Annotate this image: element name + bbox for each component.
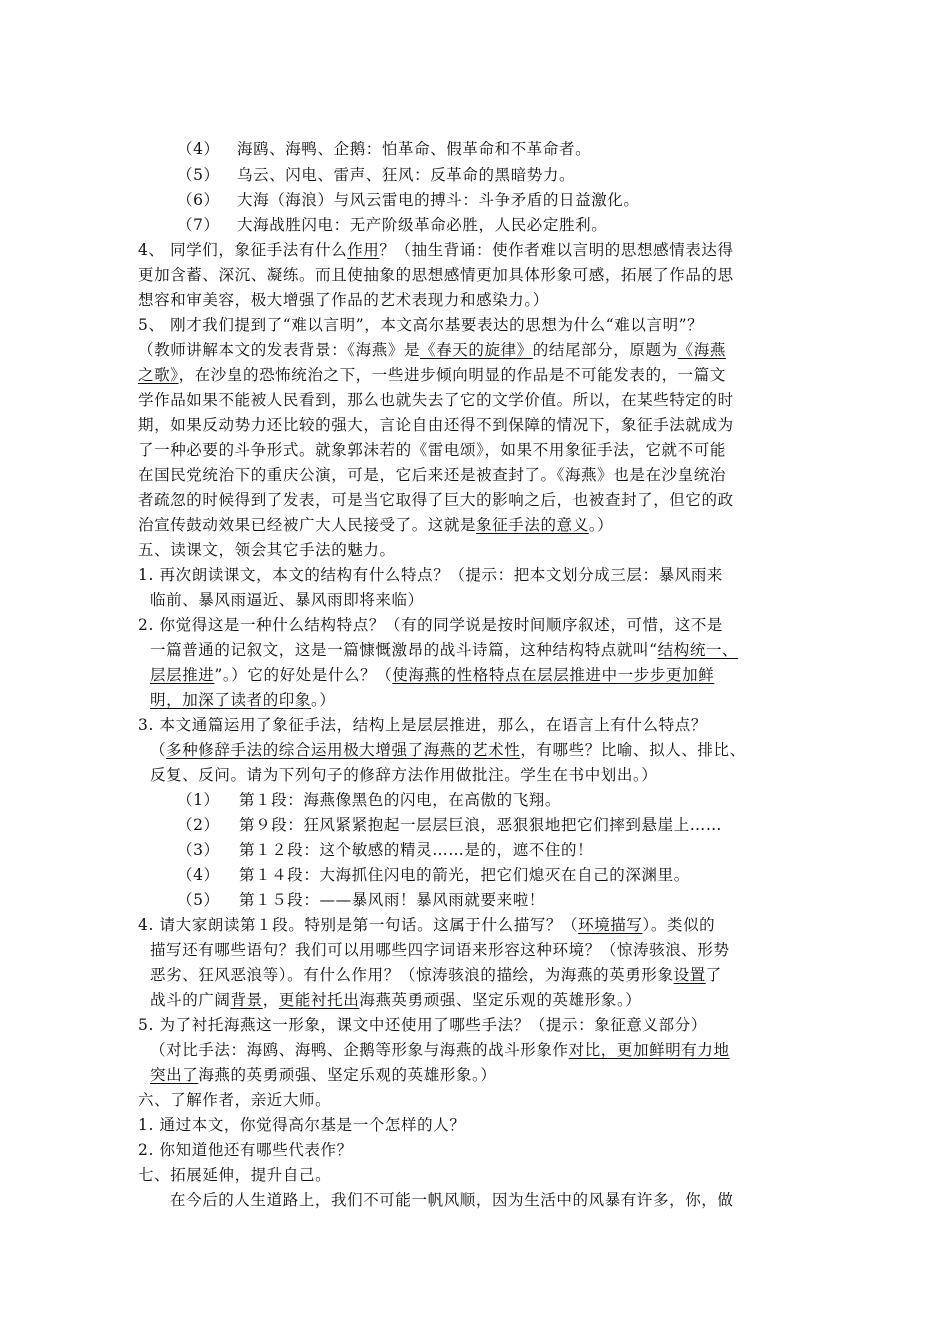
item-label: （2） — [177, 816, 220, 834]
text: ，有哪些？比喻、拟人、排比、 — [520, 741, 746, 759]
text: （对比手法：海鸥、海鸭、企鹅等形象与海燕的战斗形象作 — [150, 1041, 569, 1059]
item-text: 第１段：海燕像黑色的闪电，在高傲的飞翔。 — [239, 791, 562, 809]
text: ）。类似的 — [642, 916, 716, 934]
q5-line-2 — [138, 337, 798, 363]
text: 海燕的英勇顽强、坚定乐观的英雄形象。） — [198, 1066, 497, 1084]
q5-line-1: 5、 刚才我们提到了“难以言明”，本文高尔基要表达的思想为什么“难以言明”？ — [138, 316, 704, 334]
s5-p1-line-2: 临前、暴风雨逼近、暴风雨即将来临） — [150, 591, 424, 609]
item-text: 第９段：狂风紧紧抱起一层层巨浪，恶狠狠地把它们摔到悬崖上…… — [239, 816, 723, 834]
s6-q2: 2. 你知道他还有哪些代表作？ — [138, 1141, 353, 1159]
s5-p2-line-2 — [150, 637, 810, 663]
text: 。） — [311, 691, 336, 709]
underlined-text: 结构统一、 — [657, 641, 739, 659]
text: ？（抽生背诵：使作者难以言明的思想感情表达得 — [379, 241, 734, 259]
underlined-text: 之歌》 — [138, 366, 179, 384]
underlined-text: 作用 — [347, 241, 380, 259]
text: 的结尾部分，原题为 — [532, 341, 678, 359]
q5-line-5: 期，如果反动势力还比较的强大，言论自由还得不到保障的情况下，象征手法就成为 — [138, 416, 734, 434]
text: 。） — [588, 516, 614, 534]
underlined-text: 使海燕的性格特点在层层推进中一步步更加鲜 — [392, 666, 715, 684]
symbol-item-6 — [177, 187, 837, 213]
s5-p2-line-3 — [150, 662, 810, 688]
item-text: 第１５段：——暴风雨！暴风雨就要来啦！ — [239, 891, 545, 909]
text: ，在沙皇的恐怖统治之下，一些进步倾向明显的作品是不可能发表的，一篇文 — [178, 366, 726, 384]
q4-line-2: 更加含蓄、深沉、凝练。而且使抽象的思想感情更加具体形象可感，拓展了作品的思 — [138, 266, 734, 284]
item-label: （4） — [177, 140, 220, 158]
rhetoric-item-5 — [177, 887, 837, 913]
underlined-text: 多种修辞手法的综合运用极大增强了海燕的艺术性 — [166, 741, 521, 759]
underlined-text: 设置 — [673, 966, 706, 984]
symbol-item-7 — [177, 212, 837, 238]
text: 治宣传鼓动效果已经被广大人民接受了。这就是 — [138, 516, 477, 534]
underlined-text: 明，加深了读者的印象 — [150, 691, 312, 709]
underlined-text: 环境描写 — [578, 916, 643, 934]
item-label: （6） — [177, 191, 220, 209]
item-text: 大海（海浪）与风云雷电的搏斗：斗争矛盾的日益激化。 — [237, 191, 640, 209]
underlined-text: 象征手法的意义 — [476, 516, 589, 534]
s5-p1-line-1: 1. 再次朗读课文，本文的结构有什么特点？（提示：把本文划分成三层：暴风雨来 — [138, 566, 724, 584]
rhetoric-item-1 — [177, 787, 837, 813]
q5-line-7: 在国民党统治下的重庆公演，可是，它后来还是被查封了。《海燕》也是在沙皇统治 — [138, 466, 726, 484]
s5-p3-line-1: 3. 本文通篇运用了象征手法，结构上是层层推进，那么，在语言上有什么特点？ — [138, 716, 707, 734]
item-text: 海鸥、海鸭、企鹅：怕革命、假革命和不革命者。 — [237, 140, 592, 158]
item-label: （3） — [177, 841, 220, 859]
item-label: （1） — [177, 791, 220, 809]
s5-p3-line-2 — [150, 737, 810, 763]
s5-p4-line-4 — [150, 987, 810, 1013]
item-label: （5） — [177, 166, 220, 184]
s5-p3-line-3: 反复、反问。请为下列句子的修辞方法作用做批注。学生在书中划出。） — [150, 766, 658, 784]
text: 4. 请大家朗读第１段。特别是第一句话。这属于什么描写？（ — [138, 916, 579, 934]
text: 4、 同学们，象征手法有什么 — [138, 241, 348, 259]
s5-p2-line-4 — [150, 687, 810, 713]
q5-line-6: 了一种必要的斗争形式。就象郭沫若的《雷电颂》，如果不用象征手法，它就不可能 — [138, 441, 726, 459]
q5-line-4: 学作品如果不能被人民看到，那么也就失去了它的文学价值。所以，在某些特定的时 — [138, 391, 734, 409]
underlined-text: 背景 — [230, 991, 263, 1009]
rhetoric-item-2 — [177, 812, 837, 838]
text: 恶劣、狂风恶浪等）。有什么作用？（惊涛骇浪的描绘，为海燕的英勇形象 — [150, 966, 674, 984]
q5-line-8: 者疏忽的时候得到了发表，可是当它取得了巨大的影响之后，也被查封了，但它的政 — [138, 491, 734, 509]
q5-line-3 — [138, 362, 798, 388]
rhetoric-item-4 — [177, 862, 837, 888]
item-label: （7） — [177, 216, 220, 234]
item-text: 大海战胜闪电：无产阶级革命必胜，人民必定胜利。 — [237, 216, 608, 234]
s5-p5-line-1: 5. 为了衬托海燕这一形象，课文中还使用了哪些手法？（提示：象征意义部分） — [138, 1016, 707, 1034]
item-text: 第１４段：大海抓住闪电的箭光，把它们熄灭在自己的深渊里。 — [239, 866, 690, 884]
text: （教师讲解本文的发表背景：《海燕》是 — [138, 341, 421, 359]
s5-p5-line-2 — [150, 1037, 810, 1063]
item-label: （5） — [177, 891, 220, 909]
s5-p5-line-3 — [150, 1062, 810, 1088]
symbol-item-4 — [177, 136, 837, 162]
underlined-text: 层层推进 — [150, 666, 215, 684]
symbol-item-5 — [177, 162, 837, 188]
underlined-text: 《海燕 — [677, 341, 726, 359]
text: 一篇普通的记叙文，这是一篇慷慨激昂的战斗诗篇，这种结构特点就叫“ — [150, 641, 658, 659]
text: ， — [262, 991, 279, 1009]
text: 战斗的广阔 — [150, 991, 231, 1009]
rhetoric-item-3 — [177, 837, 837, 863]
text: 海燕英勇顽强、坚定乐观的英雄形象。） — [359, 991, 642, 1009]
s5-p2-line-1: 2. 你觉得这是一种什么结构特点？（有的同学说是按时间顺序叙述，可惜，这不是 — [138, 616, 724, 634]
section-5-heading: 五、读课文，领会其它手法的魅力。 — [138, 541, 396, 559]
text: （ — [150, 741, 167, 759]
q5-line-9 — [138, 512, 798, 538]
s5-p4-line-3 — [150, 962, 810, 988]
underlined-text: 更能衬托出 — [278, 991, 360, 1009]
text: 了 — [705, 966, 722, 984]
q4-line-1 — [138, 237, 798, 263]
section-6-heading: 六、了解作者，亲近大师。 — [138, 1091, 332, 1109]
underlined-text: 突出了 — [150, 1066, 199, 1084]
q4-line-3: 想容和审美容，极大增强了作品的艺术表现力和感染力。） — [138, 291, 549, 309]
s5-p4-line-2: 描写还有哪些语句？我们可以用哪些四字词语来形容这种环境？（惊涛骇浪、形势 — [150, 941, 730, 959]
section-7-heading: 七、拓展延伸，提升自己。 — [138, 1166, 332, 1184]
item-text: 乌云、闪电、雷声、狂风：反革命的黑暗势力。 — [237, 166, 576, 184]
underlined-text: 对比，更加鲜明有力地 — [568, 1041, 730, 1059]
s6-q1: 1. 通过本文，你觉得高尔基是一个怎样的人？ — [138, 1116, 466, 1134]
underlined-text: 《春天的旋律》 — [420, 341, 533, 359]
s5-p4-line-1 — [138, 912, 798, 938]
s7-paragraph-line-1: 在今后的人生道路上，我们不可能一帆风顺，因为生活中的风暴有许多，你，做 — [170, 1191, 734, 1209]
text: ”。）它的好处是什么？（ — [214, 666, 393, 684]
item-label: （4） — [177, 866, 220, 884]
item-text: 第１２段：这个敏感的精灵……是的，遮不住的！ — [239, 841, 594, 859]
